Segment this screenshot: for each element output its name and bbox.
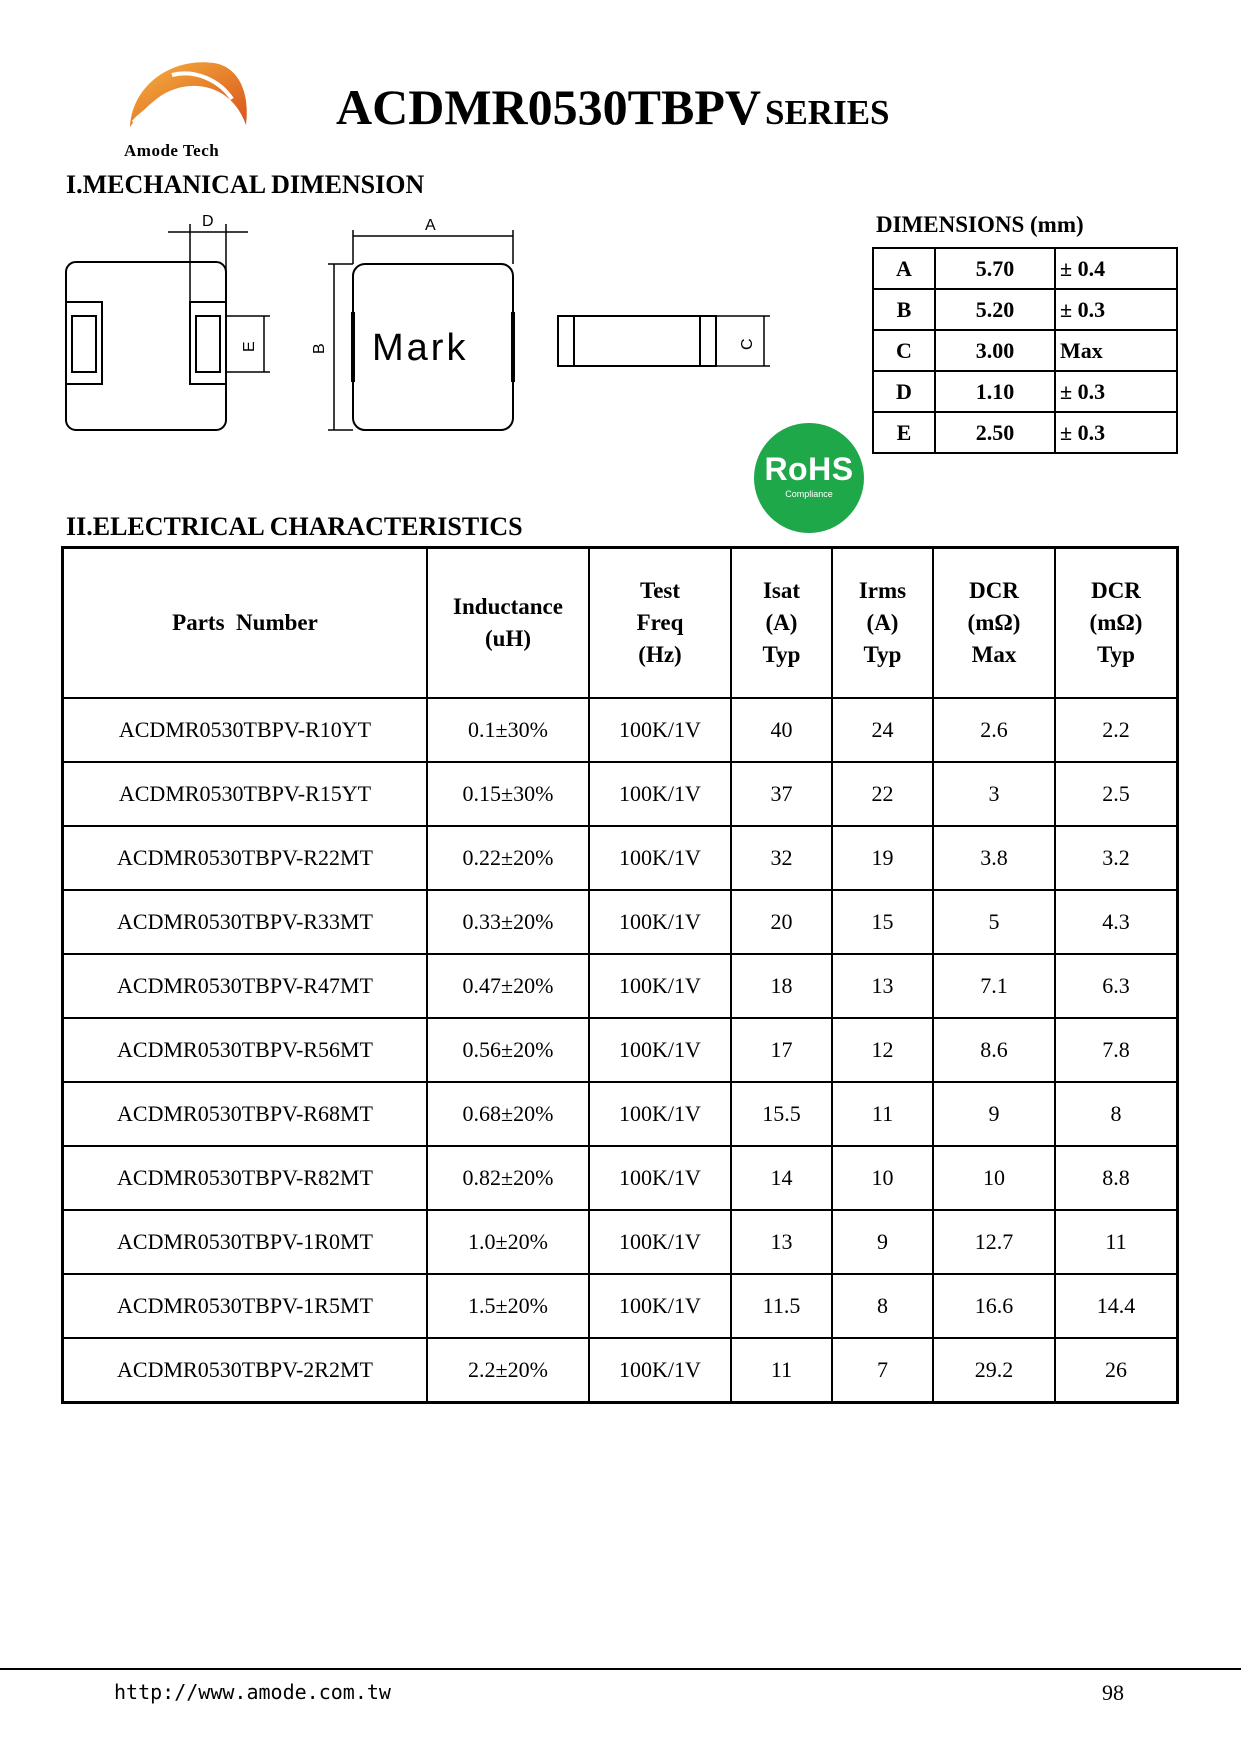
cell-part-number: ACDMR0530TBPV-R33MT [63,890,428,954]
rohs-badge [754,423,864,533]
cell-dcr-typ: 4.3 [1055,890,1178,954]
cell-isat: 11 [731,1338,832,1403]
electrical-table [61,546,1179,1404]
cell-dcr-typ: 11 [1055,1210,1178,1274]
header-line: (A) [866,610,899,636]
rohs-sub-label: Compliance [785,489,833,499]
cell-test-freq: 100K/1V [589,698,731,762]
logo-swoosh-icon [122,55,252,145]
column-header-dcr-typ [1055,548,1178,699]
cell-inductance: 0.1±30% [427,698,589,762]
dimension-symbol: C [873,330,935,371]
cell-inductance: 0.33±20% [427,890,589,954]
table-row [63,954,1178,1018]
table-row [63,1338,1178,1403]
header-line: Parts Number [172,610,318,636]
cell-irms: 22 [832,762,933,826]
cell-isat: 32 [731,826,832,890]
cell-inductance: 0.47±20% [427,954,589,1018]
dimension-tolerance: ± 0.3 [1055,412,1177,453]
mark-label: Mark [372,327,469,369]
cell-dcr-max: 3 [933,762,1055,826]
cell-isat: 18 [731,954,832,1018]
cell-dcr-typ: 6.3 [1055,954,1178,1018]
cell-part-number: ACDMR0530TBPV-R82MT [63,1146,428,1210]
dimension-row [873,371,1177,412]
column-header-isat [731,548,832,699]
company-logo [118,55,258,165]
header-line: (A) [765,610,798,636]
dimension-symbol: B [873,289,935,330]
label-c: C [739,338,756,350]
cell-inductance: 1.5±20% [427,1274,589,1338]
dimension-row [873,248,1177,289]
dimension-row [873,412,1177,453]
cell-test-freq: 100K/1V [589,826,731,890]
cell-isat: 15.5 [731,1082,832,1146]
table-row [63,762,1178,826]
cell-dcr-typ: 2.2 [1055,698,1178,762]
mechanical-drawings [60,212,780,447]
cell-dcr-max: 12.7 [933,1210,1055,1274]
table-row [63,890,1178,954]
cell-irms: 24 [832,698,933,762]
header-line: Freq [636,610,684,636]
cell-isat: 14 [731,1146,832,1210]
dimension-row [873,330,1177,371]
dimension-row [873,289,1177,330]
footer-url: http://www.amode.com.tw [114,1680,391,1704]
part-series-name: ACDMR0530TBPV [336,79,761,135]
table-row [63,1082,1178,1146]
header-line: (mΩ) [1089,610,1143,636]
cell-part-number: ACDMR0530TBPV-R22MT [63,826,428,890]
cell-test-freq: 100K/1V [589,954,731,1018]
dimension-symbol: E [873,412,935,453]
cell-irms: 12 [832,1018,933,1082]
cell-dcr-max: 9 [933,1082,1055,1146]
header-line: DCR [1091,578,1141,604]
cell-irms: 9 [832,1210,933,1274]
header-line: (uH) [485,626,531,651]
cell-part-number: ACDMR0530TBPV-2R2MT [63,1338,428,1403]
dimension-value: 5.70 [935,248,1055,289]
dimension-value: 5.20 [935,289,1055,330]
cell-test-freq: 100K/1V [589,1018,731,1082]
cell-inductance: 0.15±30% [427,762,589,826]
cell-irms: 13 [832,954,933,1018]
cell-isat: 40 [731,698,832,762]
cell-inductance: 2.2±20% [427,1338,589,1403]
header-line: Test [639,578,681,604]
cell-irms: 8 [832,1274,933,1338]
cell-irms: 7 [832,1338,933,1403]
cell-dcr-typ: 8.8 [1055,1146,1178,1210]
rohs-label: RoHS [764,451,854,487]
dimension-value: 2.50 [935,412,1055,453]
cell-part-number: ACDMR0530TBPV-R10YT [63,698,428,762]
cell-isat: 17 [731,1018,832,1082]
cell-dcr-max: 16.6 [933,1274,1055,1338]
section-title-mechanical: I.MECHANICAL DIMENSION [66,170,425,199]
cell-part-number: ACDMR0530TBPV-R68MT [63,1082,428,1146]
logo-text: Amode Tech [124,141,220,160]
cell-dcr-max: 5 [933,890,1055,954]
header-line: Inductance [453,594,563,620]
cell-dcr-typ: 3.2 [1055,826,1178,890]
footer-divider [0,1668,1241,1670]
table-row [63,698,1178,762]
table-row [63,1146,1178,1210]
dimension-tolerance: ± 0.3 [1055,289,1177,330]
dimension-drawing [60,212,780,442]
cell-test-freq: 100K/1V [589,1210,731,1274]
label-d: D [202,213,214,230]
cell-dcr-max: 8.6 [933,1018,1055,1082]
cell-irms: 19 [832,826,933,890]
cell-dcr-max: 29.2 [933,1338,1055,1403]
table-row [63,1018,1178,1082]
cell-dcr-max: 3.8 [933,826,1055,890]
dimension-tolerance: ± 0.3 [1055,371,1177,412]
header-line: Max [971,641,1017,667]
cell-isat: 13 [731,1210,832,1274]
header-line: Typ [863,641,902,667]
cell-dcr-max: 2.6 [933,698,1055,762]
dimension-value: 3.00 [935,330,1055,371]
cell-part-number: ACDMR0530TBPV-1R0MT [63,1210,428,1274]
header-line: DCR [969,578,1019,604]
cell-part-number: ACDMR0530TBPV-R15YT [63,762,428,826]
header-line: (mΩ) [967,610,1021,636]
dimension-tolerance: Max [1055,330,1177,371]
section-title-electrical: II.ELECTRICAL CHARACTERISTICS [66,512,523,541]
cell-inductance: 0.82±20% [427,1146,589,1210]
column-header-test-freq [589,548,731,699]
cell-test-freq: 100K/1V [589,1338,731,1403]
label-e: E [241,341,258,352]
cell-part-number: ACDMR0530TBPV-R56MT [63,1018,428,1082]
page-number: 98 [1102,1680,1124,1705]
dimensions-caption: DIMENSIONS (mm) [876,212,1084,237]
header-line: Typ [762,641,801,667]
dimension-symbol: D [873,371,935,412]
cell-irms: 15 [832,890,933,954]
label-b: B [311,343,328,354]
cell-dcr-typ: 26 [1055,1338,1178,1403]
cell-dcr-max: 10 [933,1146,1055,1210]
header-line: Isat [762,578,801,604]
cell-test-freq: 100K/1V [589,762,731,826]
cell-dcr-max: 7.1 [933,954,1055,1018]
page-title [336,78,890,136]
cell-isat: 37 [731,762,832,826]
cell-irms: 10 [832,1146,933,1210]
cell-part-number: ACDMR0530TBPV-1R5MT [63,1274,428,1338]
bottom-view [66,224,270,430]
dimension-tolerance: ± 0.4 [1055,248,1177,289]
column-header-inductance [427,548,589,699]
cell-isat: 11.5 [731,1274,832,1338]
dimensions-table [872,247,1178,454]
cell-test-freq: 100K/1V [589,890,731,954]
cell-isat: 20 [731,890,832,954]
series-label: SERIES [764,93,890,132]
column-header-irms [832,548,933,699]
cell-test-freq: 100K/1V [589,1082,731,1146]
table-row [63,1274,1178,1338]
header-line: Irms [858,578,907,604]
cell-dcr-typ: 14.4 [1055,1274,1178,1338]
column-header-dcr-max [933,548,1055,699]
label-a: A [425,217,436,234]
cell-dcr-typ: 8 [1055,1082,1178,1146]
cell-inductance: 0.68±20% [427,1082,589,1146]
cell-part-number: ACDMR0530TBPV-R47MT [63,954,428,1018]
cell-dcr-typ: 2.5 [1055,762,1178,826]
cell-irms: 11 [832,1082,933,1146]
cell-test-freq: 100K/1V [589,1146,731,1210]
cell-inductance: 0.56±20% [427,1018,589,1082]
cell-inductance: 0.22±20% [427,826,589,890]
header-line: Typ [1097,641,1135,667]
table-row [63,826,1178,890]
cell-test-freq: 100K/1V [589,1274,731,1338]
cell-dcr-typ: 7.8 [1055,1018,1178,1082]
header-line: (Hz) [638,641,682,667]
dimension-symbol: A [873,248,935,289]
cell-inductance: 1.0±20% [427,1210,589,1274]
table-row [63,1210,1178,1274]
column-header-part-number [63,548,428,699]
dimension-value: 1.10 [935,371,1055,412]
